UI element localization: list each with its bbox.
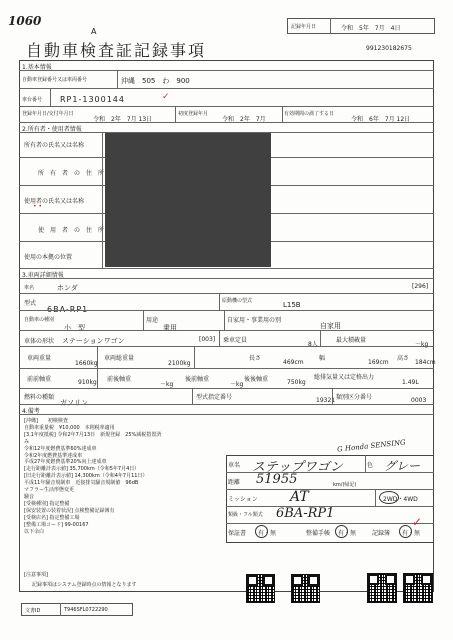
base-label: 使用の本拠の位置 <box>24 254 73 261</box>
qr-code-2 <box>291 574 320 603</box>
rr-label: 後後軸重 <box>244 376 269 383</box>
page-title: 自動車検査証記録事項 <box>26 41 207 60</box>
hand-mileage-label: 距離 <box>228 479 241 486</box>
reg-label: 自動車登録番号又は車両番号 <box>22 77 88 83</box>
record-date-label: 記録年月日 <box>291 24 317 30</box>
hand-mission-value: AT <box>290 489 309 505</box>
notice-text: 記録事項はシステム登録時点の情報となります <box>32 582 137 588</box>
gross-value: 2100kg <box>168 360 191 367</box>
hand-color-label: 色 <box>367 462 374 469</box>
qr-code-1 <box>246 574 275 603</box>
use-label: 用途 <box>146 317 159 324</box>
use-value: 乗用 <box>163 324 177 332</box>
red-check: ✓ <box>412 515 423 529</box>
check-mark: ✓ <box>162 92 170 102</box>
rf-value: －kg <box>230 381 244 388</box>
kind-label: 自動車の種別 <box>24 317 55 323</box>
record-date: 令和 5年 7月 4日 <box>341 25 401 32</box>
notice-label: [注意事項] <box>24 572 48 578</box>
maxload-value: －kg <box>415 341 429 348</box>
hand-model-label: 類級・フル類式 <box>228 512 263 518</box>
hand-color-value: グレー <box>384 459 421 473</box>
sec2-heading: 2.所有者・使用者情報 <box>22 126 82 133</box>
note-line: [沖縄] 初検検査 <box>24 418 68 424</box>
owner-addr-label: 所 有 者 の 住 所 <box>38 170 105 177</box>
note-line: 自動車重量税 ¥10,000 本則税率適用 <box>24 424 115 431</box>
height-value: 184cm <box>415 359 436 366</box>
reg-value: 沖縄 505 わ 900 <box>121 77 190 85</box>
engine-label: 原動機の型式 <box>222 298 253 304</box>
first-year-label: 初度登録年月 <box>178 111 209 117</box>
class-num-value: 0003 <box>411 397 427 404</box>
type-num-label: 型式指定番号 <box>196 394 233 401</box>
hand-model-value: 6BA-RP1 <box>276 506 335 521</box>
first-reg-label: 登録年月日/交付年月日 <box>22 111 74 117</box>
hand-car-value: ステップワゴン <box>252 460 343 475</box>
first-reg-value: 令和 2年 7月 13日 <box>93 116 153 123</box>
capacity-value: 8人 <box>308 341 318 348</box>
class-num-label: 類別区分番号 <box>336 394 373 401</box>
note-line: 平成11年騒音規制車 近接排気騒音規制値 96dB <box>24 480 139 487</box>
width-value: 169cm <box>368 359 389 366</box>
note-line: み <box>24 438 30 445</box>
maxload-label: 最大積載量 <box>336 337 367 344</box>
weight-label: 車両重量 <box>27 355 52 362</box>
note-line: [3.1年度抵税] 令和2年7月13日 新規登録 25%減税措置済 <box>24 431 162 438</box>
manual-circle <box>335 525 348 538</box>
owner-name-label: 所有者の氏名又は名称 <box>24 142 85 149</box>
displacement-value: 1.49L <box>402 379 419 386</box>
type-num-value: 19321 <box>316 397 336 404</box>
qr-code-4 <box>403 573 433 603</box>
note-line: 令和2年度燃費基準達成車 <box>24 452 83 459</box>
redacted-block <box>105 133 271 267</box>
rf-label: 後前軸重 <box>185 376 210 383</box>
note-line: マフラー生活形態変更 <box>24 487 75 494</box>
gross-label: 車両総重量 <box>104 355 135 362</box>
make-value: ホンダ <box>57 284 78 292</box>
capacity-label: 乗車定員 <box>223 337 248 344</box>
height-label: 高さ <box>397 355 410 362</box>
red-dot-mark: • • <box>33 203 42 210</box>
hand-record-label: 記録簿 <box>372 530 391 537</box>
hand-mileage-value: 51955 <box>256 472 298 487</box>
rr-value: 750kg <box>287 379 306 386</box>
note-line: 騒音 <box>24 493 35 500</box>
make-code: [296] <box>412 283 429 290</box>
note-line: [受検店名] 指定整備工場 <box>24 514 80 521</box>
sec1-heading: 1.基本情報 <box>22 64 52 71</box>
hand-note-title: G Honda SENSING <box>336 438 407 454</box>
body-label: 車体の形状 <box>24 338 55 345</box>
ff-label: 前前軸重 <box>27 376 52 383</box>
displacement-label: 総排気量又は定格出力 <box>314 374 375 381</box>
model-label: 型式 <box>24 300 37 307</box>
private-label: 自家用・事業用の別 <box>227 317 282 324</box>
note-line: [整備工場コード] 99-00167 <box>24 521 89 528</box>
hand-mileage-unit: km/(帰記) <box>333 482 357 488</box>
hand-car-label: 車名 <box>228 462 241 469</box>
user-addr-label: 使 用 者 の 住 所 <box>38 227 105 234</box>
fuel-value: ガソリン <box>60 399 88 407</box>
warranty-circle <box>255 525 268 538</box>
kind-value: 小 型 <box>64 324 85 332</box>
note-line: [保安装置の装着状況] 点検整備記録簿有 <box>24 507 115 514</box>
ff-value: 910kg <box>78 379 97 386</box>
hand-record-value: 有・無 <box>402 530 421 537</box>
note-line: 以下余白 <box>24 528 45 535</box>
docid-label: 文書ID <box>25 608 41 614</box>
private-value: 自家用 <box>320 322 341 330</box>
doc-number: 991230182675 <box>366 45 412 52</box>
length-label: 長さ <box>249 355 262 362</box>
expiry-value: 令和 6年 7月 12日 <box>351 116 411 123</box>
expiry-label: 有効期間の満了する日 <box>284 111 335 117</box>
hand-warranty-label: 保証書 <box>228 530 247 537</box>
hand-warranty-value: 有・無 <box>258 530 277 537</box>
chassis-value: RP1-1300144 <box>60 95 125 104</box>
qr-code-3 <box>367 573 397 603</box>
weight-value: 1660kg <box>75 360 98 367</box>
engine-value: L15B <box>283 301 301 309</box>
fuel-label: 燃料の種類 <box>24 394 55 401</box>
sec4-heading: 4.備考 <box>22 408 40 415</box>
width-label: 幅 <box>319 355 326 362</box>
make-label: 車名 <box>24 285 35 291</box>
drive-circle <box>379 491 399 504</box>
corner-note: 1060 <box>8 14 42 28</box>
user-name-label: 使用者の氏名又は名称 <box>24 198 85 205</box>
sec3-heading: 3.車両詳細情報 <box>22 272 64 279</box>
fr-label: 前後軸重 <box>107 376 132 383</box>
hand-mission-label: ミッション <box>228 496 258 503</box>
chassis-label: 車台番号 <box>22 97 43 103</box>
record-circle <box>399 525 412 538</box>
body-code: [003] <box>199 336 216 343</box>
note-line: 令和12年度燃費基準60%達成車 <box>24 445 97 452</box>
notes-list <box>24 418 224 535</box>
hand-manual-label: 整備手帳 <box>306 530 331 537</box>
note-line: [受検種別] 指定整備 <box>24 500 70 507</box>
grade-letter: A <box>91 27 97 36</box>
hand-manual-value: 有・無 <box>338 530 357 537</box>
note-line: [旧走行距離計表示値] 14,300km（令和4年7月11日） <box>24 473 148 480</box>
length-value: 469cm <box>283 359 304 366</box>
fr-value: －kg <box>160 381 174 388</box>
body-value: ステーションワゴン <box>62 337 125 345</box>
hand-drive-label: 2WD・4WD <box>383 496 418 503</box>
note-line: [走行距離計表示値] 35,700km（令和5年7月4日） <box>24 466 140 473</box>
model-value: 6BA-RP1 <box>47 305 89 314</box>
first-year-value: 令和 2年 7月 <box>222 116 266 123</box>
note-line: 平成27年度燃費基準20%向上達成車 <box>24 459 107 466</box>
docid-value: T946SFL0722290 <box>64 607 108 613</box>
